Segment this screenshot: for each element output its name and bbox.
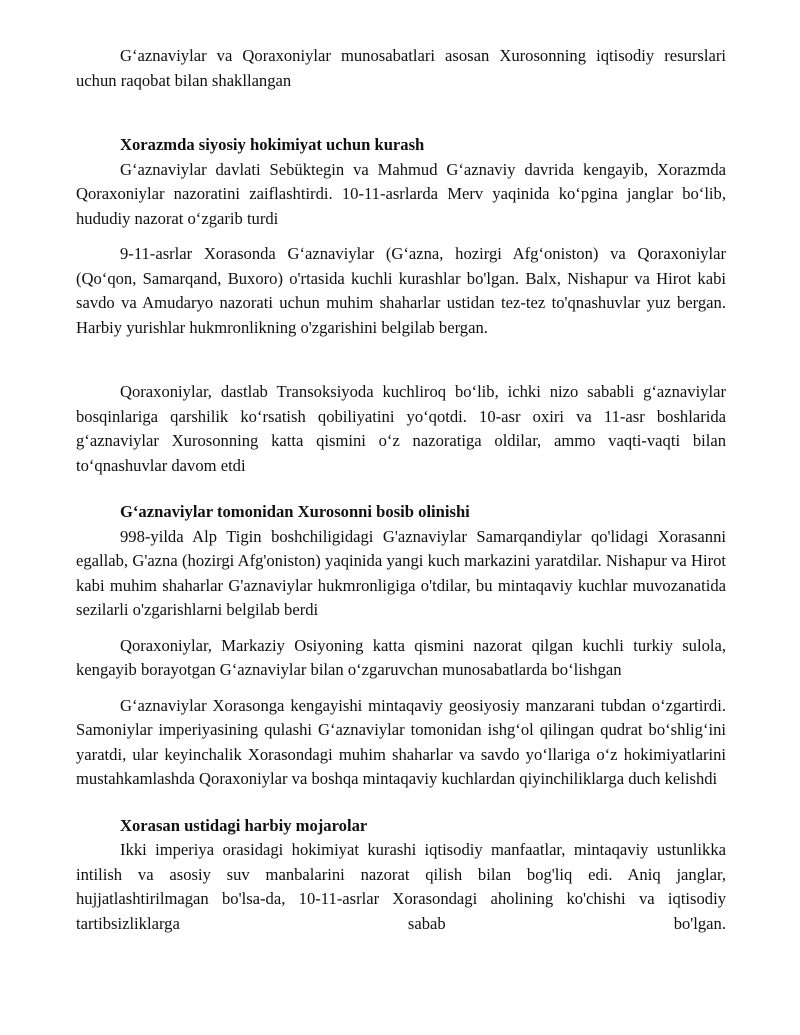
heading-military-conflicts: Xorasan ustidagi harbiy mojarolar bbox=[120, 815, 368, 835]
heading-khorasan-conquest: G‘aznaviylar tomonidan Xurosonni bosib olinishi bbox=[120, 502, 470, 521]
paragraph-karakhanid-relations: Qoraxoniylar, Markaziy Osiyoning katta qismini nazorat qilgan kuchli turkiy sulola, kengayib borayotgan G‘aznaviylar bilan o‘zgaruvchan munosabatlarda bo‘lishgan bbox=[76, 635, 726, 679]
paragraph-alp-tigin: 998-yilda Alp Tigin boshchiligidagi G'aznaviylar Samarqandiylar qo'lidagi Xorasanni egallab, G'azna (hozirgi Afg'oniston) yaqinida yangi kuch markazini yaratdilar. Nishapur va Hirot kabi muhim shaharlar G'aznaviylar hukmronligiga o'tdilar, bu mintaqaviy kuchlar muvozanatida sezilarli o'zgarishlarni belgilab berdi bbox=[76, 526, 726, 619]
paragraph-intro: G‘aznaviylar va Qoraxoniylar munosabatlari asosan Xurosonning iqtisodiy resurslari uchun raqobat bilan shakllangan bbox=[76, 46, 726, 90]
paragraph-karakhanid-decline: Qoraxoniylar, dastlab Transoksiyoda kuchliroq bo‘lib, ichki nizo sababli g‘aznaviylar bosqinlariga qarshilik ko‘rsatish qobiliyatini yo‘qotdi. 10-asr oxiri va 11-asr boshlarida g‘aznaviylar Xurosonning katta qismini o‘z nazoratiga oldilar, ammo vaqti-vaqti bilan to‘qnashuvlar davom etdi bbox=[76, 382, 726, 475]
paragraph-khorasan-conflicts: 9-11-asrlar Xorasonda G‘aznaviylar (G‘azna, hozirgi Afg‘oniston) va Qoraxoniylar (Qo‘qon, Samarqand, Buxoro) o'rtasida kuchli kurashlar bo'lgan. Balx, Nishapur va Hirot kabi savdo va Amudaryo nazorati uchun muhim shaharlar ustidan tez-tez to'qnashuvlar yuz bergan. Harbiy yurishlar hukmronlikning o'zgarishini belgilab bergan. bbox=[76, 244, 726, 337]
heading-xorazm-struggle: Xorazmda siyosiy hokimiyat uchun kurash bbox=[120, 135, 425, 154]
paragraph-ghaznavid-expansion: G‘aznaviylar davlati Sebüktegin va Mahmud G‘aznaviy davrida kengayib, Xorazmda Qoraxoniylar nazoratini zaiflashtirdi. 10-11-asrlarda Merv yaqinida ko‘pgina janglar bo‘lib, hududiy nazorat o‘zgarib turdi bbox=[76, 159, 726, 228]
paragraph-power-struggle: Ikki imperiya orasidagi hokimiyat kurashi iqtisodiy manfaatlar, mintaqaviy ustunlikka intilish va asosiy suv manbalarini nazorat qilish bilan bog'liq edi. Aniq janglar, hujjatlashtirilmagan bo'lsa-da, 10-11-asrlar Xorasondagi aholining ko'chishi va iqtisodiy tartibsizliklarga sabab bo'lgan. bbox=[76, 840, 726, 933]
document-page bbox=[76, 44, 726, 936]
paragraph-geopolitical-change: G‘aznaviylar Xorasonga kengayishi mintaqaviy geosiyosiy manzarani tubdan o‘zgartirdi. Samoniylar imperiyasining qulashi G‘aznaviylar tomonidan ishg‘ol qilingan qudrat bo‘shlig‘ini yaratdi, ular keyinchalik Xorasondagi muhim shaharlar va savdo yo‘llariga o‘z hokimiyatlarini mustahkamlashda Qoraxoniylar va boshqa mintaqaviy kuchlardan qiyinchiliklarga duch kelishdi bbox=[76, 695, 726, 788]
